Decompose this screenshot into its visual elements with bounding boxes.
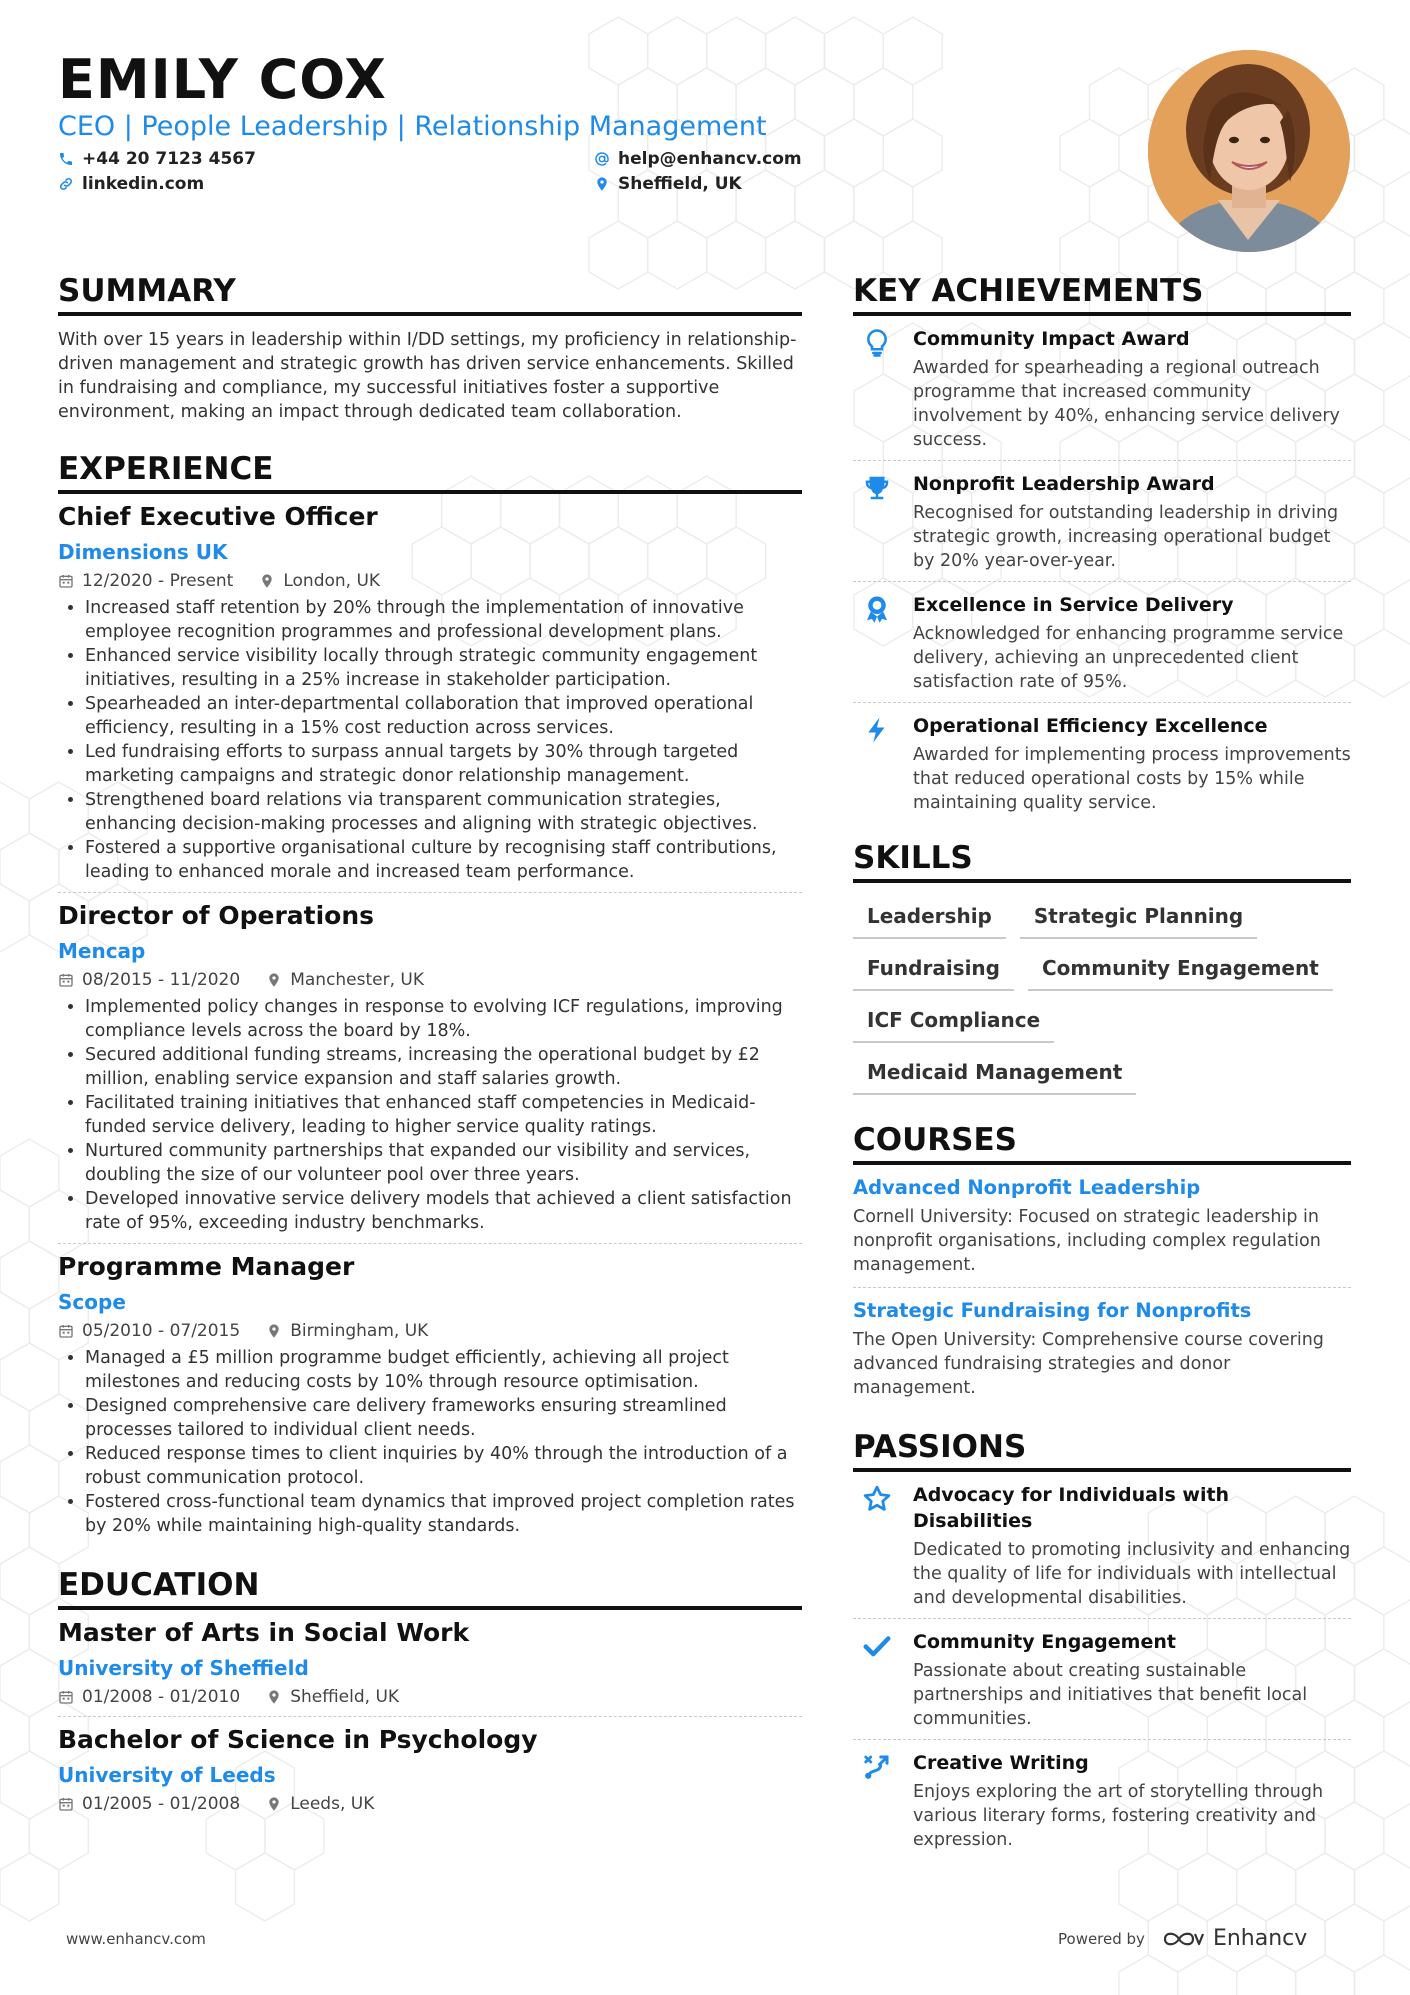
profile-photo: [1148, 50, 1350, 252]
entry-body: [913, 1482, 1351, 1610]
date-location-row: [58, 570, 802, 592]
date-location-row: [58, 969, 802, 991]
right-column: [853, 272, 1351, 1860]
date-text: 01/2005 - 01/2008: [82, 1794, 241, 1814]
map-pin-icon: [594, 176, 610, 192]
experience-section: [58, 450, 802, 1538]
entry-title: Creative Writing: [913, 1752, 1089, 1774]
degree-title: Bachelor of Science in Psychology: [58, 1725, 538, 1754]
bullet-item: • Managed a £5 million programme budget efficiently, achieving all project milestones and reducing costs by 10% through resource optimisation.: [85, 1346, 802, 1394]
bullet-item: • Led fundraising efforts to surpass annual targets by 30% through targeted marketing campaigns and strategic donor relationship management.: [85, 740, 802, 788]
entry-title: Community Engagement: [913, 1631, 1176, 1653]
date-range: [58, 570, 233, 592]
date-range: [58, 1793, 240, 1815]
achievement-entry: [853, 461, 1351, 582]
education-entry: [58, 1717, 802, 1815]
bullet-item: • Secured additional funding streams, increasing the operational budget by £2 million, enabling service expansion and staff salaries growth.: [85, 1043, 802, 1091]
footer-website[interactable]: www.enhancv.com: [66, 1930, 206, 1948]
entry-body: [913, 1750, 1351, 1852]
entry-description: Awarded for implementing process improvements that reduced operational costs by 15% while maintaining quality service.: [913, 745, 1351, 813]
education-section: [58, 1566, 802, 1815]
at-icon: [594, 151, 610, 167]
calendar-icon: [58, 972, 74, 988]
job-location: [266, 969, 424, 991]
location-text: Leeds, UK: [290, 1794, 375, 1814]
date-location-row: [58, 1686, 802, 1708]
course-entry: [853, 1288, 1351, 1410]
job-title: Programme Manager: [58, 1252, 355, 1281]
achievements-list: [853, 316, 1351, 823]
date-text: 08/2015 - 11/2020: [82, 970, 241, 990]
passion-entry: [853, 1472, 1351, 1619]
contact-email[interactable]: [594, 148, 802, 170]
experience-entry: [58, 494, 802, 893]
entry-icon-wrap: [853, 1629, 901, 1731]
date-range: [58, 1686, 240, 1708]
experience-list: [58, 494, 802, 1538]
skills-section: [853, 839, 1351, 1095]
left-column: [58, 272, 802, 1815]
achievement-bullets: [58, 596, 802, 884]
entry-description: Awarded for spearheading a regional outreach programme that increased community involvement by 40%, enhancing service delivery success.: [913, 358, 1340, 450]
phone-icon: [58, 151, 74, 167]
bullet-item: • Increased staff retention by 20% through the implementation of innovative employee recognition programmes and professional development plans.: [85, 596, 802, 644]
skills-heading: SKILLS: [853, 839, 1351, 883]
education-list: [58, 1610, 802, 1815]
entry-description: Dedicated to promoting inclusivity and enhancing the quality of life for individuals with intellectual and developmental disabilities.: [913, 1540, 1351, 1608]
skill-tag: Strategic Planning: [1020, 895, 1257, 939]
email-text: help@enhancv.com: [618, 149, 802, 169]
education-heading: EDUCATION: [58, 1566, 802, 1610]
bullet-item: • Nurtured community partnerships that expanded our visibility and services, doubling the size of our volunteer pool over three years.: [85, 1139, 802, 1187]
location-text: Birmingham, UK: [290, 1321, 429, 1341]
achievement-bullets: [58, 995, 802, 1235]
skill-tag: Community Engagement: [1028, 947, 1333, 991]
summary-text: With over 15 years in leadership within I/DD settings, my proficiency in relationship-driven management and strategic growth has driven service enhancements. Skilled in fundraising and compliance, my successful initiatives foster a supportive environment, making an impact through dedicated team collaboration.: [58, 330, 797, 422]
bullet-item: • Fostered cross-functional team dynamics that improved project completion rates by 20% while maintaining high-quality standards.: [85, 1490, 802, 1538]
bullet-item: • Facilitated training initiatives that enhanced staff competencies in Medicaid-funded service delivery, leading to higher service quality ratings.: [85, 1091, 802, 1139]
phone-text: +44 20 7123 4567: [82, 149, 256, 169]
map-pin-icon: [266, 972, 282, 988]
experience-entry: [58, 1244, 802, 1538]
link-icon: [58, 176, 74, 192]
degree-title: Master of Arts in Social Work: [58, 1618, 470, 1647]
map-pin-icon: [266, 1689, 282, 1705]
entry-description: Passionate about creating sustainable partnerships and initiatives that benefit local communities.: [913, 1661, 1308, 1729]
calendar-icon: [58, 1323, 74, 1339]
courses-list: [853, 1165, 1351, 1410]
entry-description: Enjoys exploring the art of storytelling through various literary forms, fostering creativity and expression.: [913, 1782, 1324, 1850]
entry-body: [913, 592, 1351, 694]
entry-description: Acknowledged for enhancing programme service delivery, achieving an unprecedented client satisfaction rate of 95%.: [913, 624, 1344, 692]
powered-by-label: Powered by: [1058, 1929, 1145, 1948]
contact-linkedin[interactable]: [58, 173, 204, 195]
skill-tag: Leadership: [853, 895, 1006, 939]
entry-body: [913, 471, 1351, 573]
location-text: Sheffield, UK: [290, 1687, 400, 1707]
passions-section: [853, 1428, 1351, 1860]
company-name: Dimensions UK: [58, 540, 228, 564]
enhancv-logo-icon: [1161, 1928, 1205, 1950]
entry-body: [913, 326, 1351, 452]
entry-icon-wrap: [853, 592, 901, 694]
bullet-item: • Implemented policy changes in response to evolving ICF regulations, improving compliance levels across the board by 18%.: [85, 995, 802, 1043]
footer-branding: [1058, 1926, 1307, 1951]
entry-body: [913, 713, 1351, 815]
passions-list: [853, 1472, 1351, 1860]
date-range: [58, 969, 240, 991]
candidate-name: EMILY COX: [58, 48, 387, 111]
entry-icon-wrap: [853, 471, 901, 573]
route-icon: [862, 1752, 892, 1782]
job-title: Chief Executive Officer: [58, 502, 378, 531]
lightning-bolt-icon: [862, 715, 892, 745]
skill-tag: Medicaid Management: [853, 1051, 1136, 1095]
avatar-illustration: [1148, 50, 1350, 252]
date-text: 01/2008 - 01/2010: [82, 1687, 241, 1707]
brand-name: Enhancv: [1212, 1926, 1308, 1951]
passion-entry: [853, 1740, 1351, 1860]
bullet-item: • Spearheaded an inter-departmental collaboration that improved operational efficiency, resulting in a 15% cost reduction across services.: [85, 692, 802, 740]
courses-section: [853, 1121, 1351, 1410]
school-name: University of Sheffield: [58, 1656, 309, 1680]
course-description: Cornell University: Focused on strategic leadership in nonprofit organisations, including complex regulation management.: [853, 1207, 1321, 1275]
entry-description: Recognised for outstanding leadership in driving strategic growth, increasing operational budget by 20% year-over-year.: [913, 503, 1339, 571]
date-location-row: [58, 1793, 802, 1815]
award-ribbon-icon: [862, 594, 892, 624]
course-title: Strategic Fundraising for Nonprofits: [853, 1299, 1252, 1322]
contact-phone[interactable]: [58, 148, 256, 170]
entry-title: Nonprofit Leadership Award: [913, 473, 1215, 495]
brand-logo[interactable]: [1161, 1926, 1307, 1951]
skills-list: [853, 883, 1351, 1095]
course-entry: [853, 1165, 1351, 1288]
date-range: [58, 1320, 240, 1342]
job-location: [266, 1793, 374, 1815]
linkedin-text: linkedin.com: [82, 174, 205, 194]
achievement-entry: [853, 316, 1351, 461]
date-location-row: [58, 1320, 802, 1342]
calendar-icon: [58, 1689, 74, 1705]
school-name: University of Leeds: [58, 1763, 276, 1787]
entry-icon-wrap: [853, 713, 901, 815]
location-text: Sheffield, UK: [618, 174, 742, 194]
course-title: Advanced Nonprofit Leadership: [853, 1176, 1201, 1199]
achievement-bullets: [58, 1346, 802, 1538]
skill-tag: ICF Compliance: [853, 999, 1054, 1043]
date-text: 12/2020 - Present: [82, 571, 234, 591]
contact-location: [594, 173, 742, 195]
passions-heading: PASSIONS: [853, 1428, 1351, 1472]
bullet-item: • Enhanced service visibility locally through strategic community engagement initiatives, resulting in a 25% increase in stakeholder participation.: [85, 644, 802, 692]
map-pin-icon: [266, 1796, 282, 1812]
achievement-entry: [853, 703, 1351, 823]
company-name: Scope: [58, 1290, 126, 1314]
calendar-icon: [58, 573, 74, 589]
map-pin-icon: [266, 1323, 282, 1339]
bullet-item: • Designed comprehensive care delivery frameworks ensuring streamlined processes tailored to individual client needs.: [85, 1394, 802, 1442]
entry-title: Community Impact Award: [913, 328, 1190, 350]
passion-entry: [853, 1619, 1351, 1740]
location-text: Manchester, UK: [290, 970, 425, 990]
job-location: [259, 570, 380, 592]
bullet-item: • Developed innovative service delivery models that achieved a client satisfaction rate of 95%, exceeding industry benchmarks.: [85, 1187, 802, 1235]
achievements-section: [853, 272, 1351, 823]
entry-title: Advocacy for Individuals with Disabilities: [913, 1484, 1230, 1532]
map-pin-icon: [259, 573, 275, 589]
company-name: Mencap: [58, 939, 146, 963]
location-text: London, UK: [283, 571, 381, 591]
entry-title: Operational Efficiency Excellence: [913, 715, 1268, 737]
education-entry: [58, 1610, 802, 1717]
job-title: Director of Operations: [58, 901, 375, 930]
achievements-heading: KEY ACHIEVEMENTS: [853, 272, 1351, 316]
bullet-item: • Strengthened board relations via transparent communication strategies, enhancing decision-making processes and aligning with strategic objectives.: [85, 788, 802, 836]
entry-icon-wrap: [853, 326, 901, 452]
calendar-icon: [58, 1796, 74, 1812]
lightbulb-icon: [862, 328, 892, 358]
course-description: The Open University: Comprehensive course covering advanced fundraising strategies and donor management.: [853, 1330, 1324, 1398]
date-text: 05/2010 - 07/2015: [82, 1321, 241, 1341]
job-location: [266, 1686, 399, 1708]
candidate-headline: CEO | People Leadership | Relationship Management: [58, 111, 767, 142]
entry-title: Excellence in Service Delivery: [913, 594, 1234, 616]
courses-heading: COURSES: [853, 1121, 1351, 1165]
experience-entry: [58, 893, 802, 1244]
bullet-item: • Reduced response times to client inquiries by 40% through the introduction of a robust communication protocol.: [85, 1442, 802, 1490]
bullet-item: • Fostered a supportive organisational culture by recognising staff contributions, leading to enhanced morale and increased team performance.: [85, 836, 802, 884]
trophy-icon: [862, 473, 892, 503]
experience-heading: EXPERIENCE: [58, 450, 802, 494]
entry-icon-wrap: [853, 1750, 901, 1852]
entry-icon-wrap: [853, 1482, 901, 1610]
skill-tag: Fundraising: [853, 947, 1014, 991]
achievement-entry: [853, 582, 1351, 703]
star-icon: [862, 1484, 892, 1514]
summary-heading: SUMMARY: [58, 272, 802, 316]
checkmark-icon: [862, 1631, 892, 1661]
job-location: [266, 1320, 428, 1342]
entry-body: [913, 1629, 1351, 1731]
summary-section: [58, 272, 802, 424]
